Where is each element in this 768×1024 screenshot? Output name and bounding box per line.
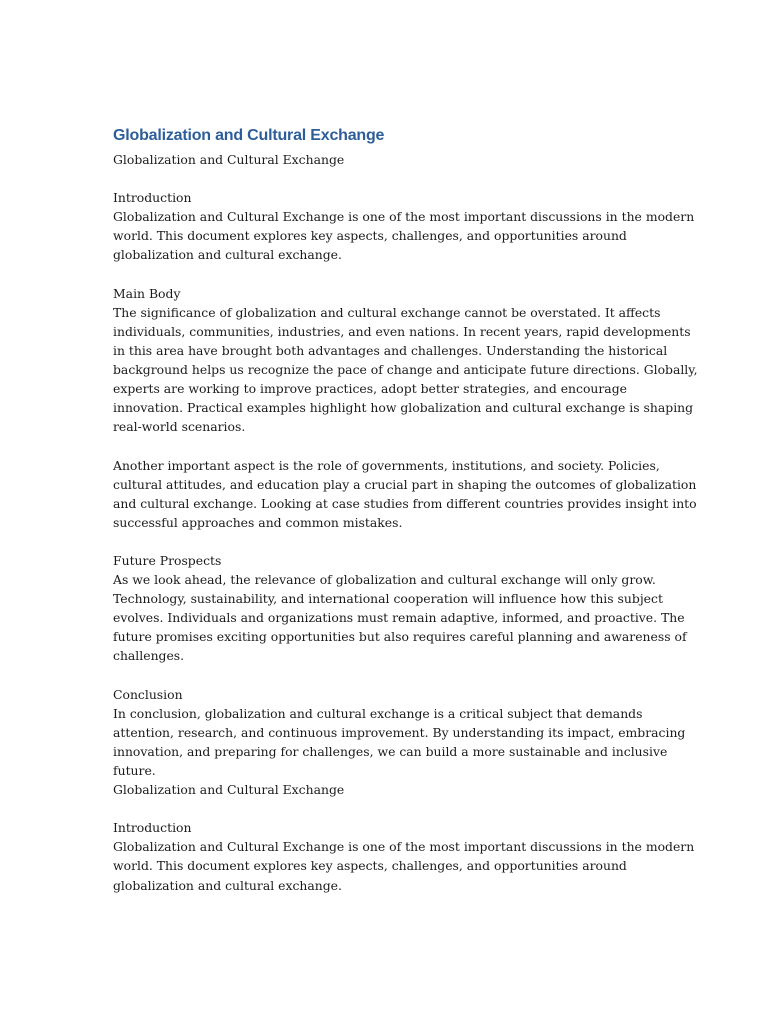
- text-line: Introduction: [113, 190, 192, 206]
- text-line: and cultural exchange. Looking at case studies from different countries provides insight into: [113, 495, 697, 511]
- blank-line: [113, 666, 673, 685]
- text-line: evolves. Individuals and organizations must remain adaptive, informed, and proactive. The: [113, 610, 685, 626]
- blank-line: [113, 799, 673, 818]
- text-line: innovation. Practical examples highlight how globalization and cultural exchange is shaping: [113, 400, 694, 416]
- text-line: world. This document explores key aspects, challenges, and opportunities around: [113, 858, 627, 874]
- text-line: Globalization and Cultural Exchange: [113, 152, 345, 167]
- text-line: Introduction: [113, 820, 192, 836]
- text-line: attention, research, and continuous improvement. By understanding its impact, embracing: [113, 724, 686, 740]
- text-line: Future Prospects: [113, 552, 222, 568]
- text-line: challenges.: [113, 648, 185, 664]
- text-line: cultural attitudes, and education play a crucial part in shaping the outcomes of globalization: [113, 476, 697, 492]
- text-line: In conclusion, globalization and cultural exchange is a critical subject that demands: [113, 705, 643, 721]
- text-line: The significance of globalization and cultural exchange cannot be overstated. It affects: [113, 304, 661, 320]
- text-line: future promises exciting opportunities but also requires careful planning and awareness of: [113, 629, 687, 645]
- text-line: globalization and cultural exchange.: [113, 247, 342, 263]
- text-line: world. This document explores key aspects, challenges, and opportunities around: [113, 228, 627, 244]
- text-line: future.: [113, 763, 156, 778]
- text-line: individuals, communities, industries, and even nations. In recent years, rapid developments: [113, 323, 691, 339]
- text-line: experts are working to improve practices, adopt better strategies, and encourage: [113, 381, 627, 397]
- text-line: in this area have brought both advantages and challenges. Understanding the historical: [113, 342, 668, 358]
- text-line: successful approaches and common mistakes.: [113, 514, 403, 530]
- text-line: Globalization and Cultural Exchange: [113, 782, 345, 798]
- blank-line: [113, 532, 673, 551]
- text-line: Conclusion: [113, 686, 183, 702]
- document-page: [113, 124, 698, 895]
- text-line: Globalization and Cultural Exchange is one of the most important discussions in the modern: [113, 839, 695, 855]
- text-line: innovation, and preparing for challenges, we can build a more sustainable and inclusive: [113, 743, 668, 759]
- text-line: background helps us recognize the pace of change and anticipate future directions. Globally,: [113, 362, 698, 378]
- blank-line: [113, 265, 673, 284]
- text-line: Another important aspect is the role of governments, institutions, and society. Policies,: [113, 457, 660, 473]
- text-line: globalization and cultural exchange.: [113, 877, 342, 893]
- blank-line: [113, 169, 673, 188]
- text-line: Main Body: [113, 285, 181, 301]
- text-line: Globalization and Cultural Exchange is one of the most important discussions in the modern: [113, 209, 695, 225]
- document-body: [113, 150, 698, 895]
- document-title: Globalization and Cultural Exchange: [113, 127, 385, 144]
- text-line: Technology, sustainability, and international cooperation will influence how this subject: [113, 591, 663, 607]
- text-line: As we look ahead, the relevance of globalization and cultural exchange will only grow.: [113, 572, 656, 588]
- blank-line: [113, 436, 673, 455]
- text-line: real-world scenarios.: [113, 419, 246, 435]
